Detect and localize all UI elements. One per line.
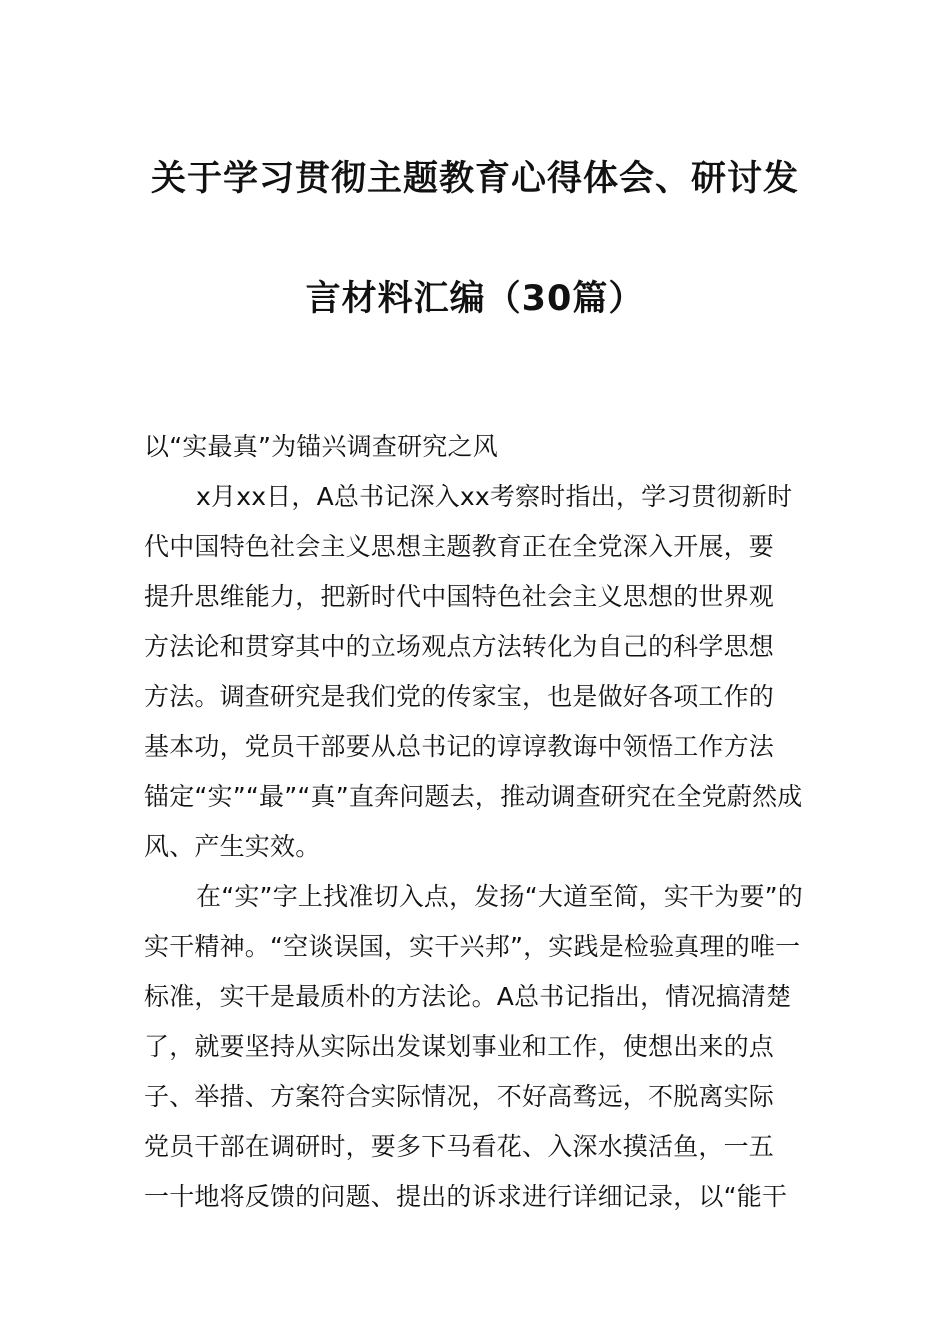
document-body	[144, 422, 814, 1222]
paragraph-line: 一十地将反馈的问题、提出的诉求进行详细记录，以“能干	[144, 1182, 788, 1211]
paragraph-line: 提升思维能力，把新时代中国特色社会主义思想的世界观	[144, 582, 775, 611]
section-heading: 以“实最真”为锚兴调查研究之风	[144, 432, 498, 461]
paragraph-line: 方法。调查研究是我们党的传家宝，也是做好各项工作的	[144, 682, 775, 711]
paragraph-line: 党员干部在调研时，要多下马看花、入深水摸活鱼，一五	[144, 1132, 775, 1161]
document-title-line-1: 关于学习贯彻主题教育心得体会、研讨发	[150, 159, 799, 199]
paragraph-line: 风、产生实效。	[144, 832, 321, 861]
paragraph-line: 子、举措、方案符合实际情况，不好高骛远，不脱离实际	[144, 1082, 775, 1111]
paragraph-line: 锚定“实”“最”“真”直奔问题去，推动调查研究在全党蔚然成	[144, 782, 803, 811]
document-title-line-2: 言材料汇编（30篇）	[305, 279, 645, 319]
paragraph-line: 基本功，党员干部要从总书记的谆谆教诲中领悟工作方法	[144, 732, 775, 761]
paragraph-line: x月xx日，A总书记深入xx考察时指出，学习贯彻新时	[196, 482, 793, 511]
paragraph-line: 了，就要坚持从实际出发谋划事业和工作，使想出来的点	[144, 1032, 775, 1061]
paragraph-line: 方法论和贯穿其中的立场观点方法转化为自己的科学思想	[144, 632, 775, 661]
paragraph-line: 代中国特色社会主义思想主题教育正在全党深入开展，要	[144, 532, 775, 561]
paragraph-line: 实干精神。“空谈误国，实干兴邦”，实践是检验真理的唯一	[144, 932, 801, 961]
paragraph-line: 在“实”字上找准切入点，发扬“大道至简，实干为要”的	[196, 882, 804, 911]
paragraph-line: 标准，实干是最质朴的方法论。A总书记指出，情况搞清楚	[144, 982, 792, 1011]
